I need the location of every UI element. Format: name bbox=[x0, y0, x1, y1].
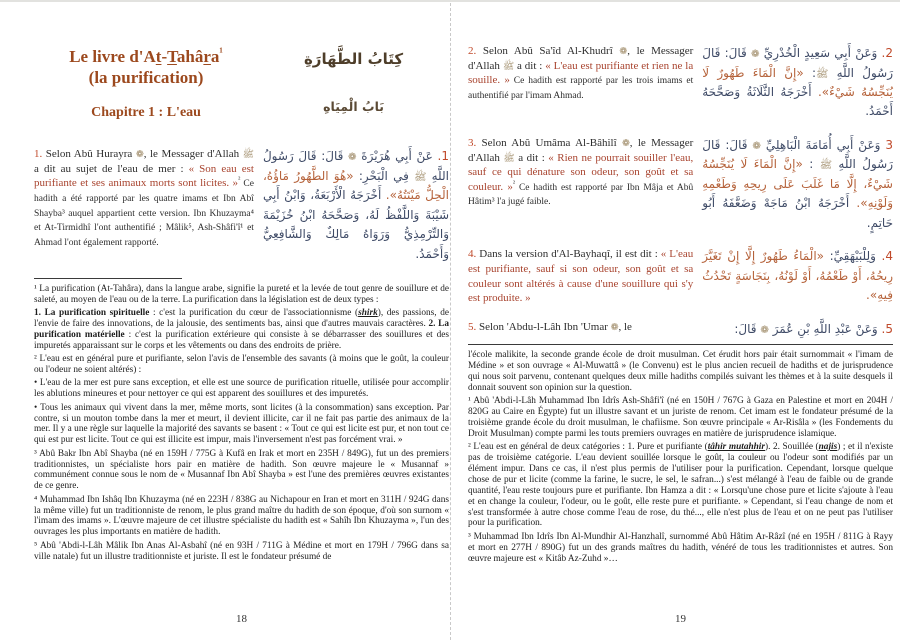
footnote bbox=[34, 449, 449, 493]
text-run: 3. bbox=[468, 136, 477, 149]
text-run: ﷺ bbox=[816, 68, 829, 80]
text-run: ³ Abû Bakr Ibn Abî Shayba (né en 159H / 775G à Kufâ en Irak et mort en 235H / 849G), fut un des premiers traditionnistes, un spécialiste hors pair en matière de hadith. Son œuvre majeure le « Musannaf » communément connue sous le nom de « Musannaf Ibn Abî Shayba » est l'une des premières œuvres existantes de ce genre. bbox=[34, 448, 449, 492]
text-run: Dans la version d'Al-Bayhaqî, il est dit : bbox=[476, 248, 661, 261]
text-run: « Son eau est purifiante et ses animaux morts sont licites. » bbox=[34, 162, 254, 190]
hadith-2-french bbox=[468, 44, 693, 122]
text-run: 3 bbox=[885, 137, 893, 152]
footnotes-left bbox=[34, 284, 449, 563]
text-run: tâhir mutahhir bbox=[707, 442, 766, 453]
text-run: ² bbox=[512, 178, 516, 188]
text-run: ahâ bbox=[176, 47, 204, 66]
text-run: ﷺ bbox=[242, 150, 254, 161]
text-run: • L'eau de la mer est pure sans exception, et elle est une source de purification rituelle, utilisée pour accomplir les ablutions mineures et pour nettoyer ce qui est apparent des souillures et des impuretés. bbox=[34, 378, 449, 400]
text-run: Selon Abû Hurayra bbox=[42, 148, 136, 161]
text-run: ¹ Abû 'Abdi-l-Lâh Muhammad Ibn Idrîs Ash-Shâfi'î (né en 150H / 767G à Gaza en Palestine et mort en 204H / 820G au Caire en Égypte) fut un illustre savant et un juriste de renom. Cet imam est le fondateur présumé de la troisième grande école du droit musulman, le chafiisme. Son œuvre principale « Ar-Risâla » (les Fondements du Droit Musulman) compte parmi les touts premiers ouvrages en matière de jurisprudence islamique. bbox=[468, 396, 893, 439]
text-run: ❁ bbox=[751, 49, 760, 60]
text-run: ❁ bbox=[610, 322, 619, 333]
text-run: ❁ bbox=[135, 150, 144, 161]
text-run: : bbox=[803, 65, 816, 80]
text-run: ² L'eau est en général de deux catégories : 1. Pure et purifiante ( bbox=[468, 442, 708, 453]
text-run: , le Messager d'Allah bbox=[468, 136, 694, 164]
text-run: t bbox=[155, 47, 162, 66]
text-run: Selon Abû Sa'îd Al-Khudrî bbox=[476, 45, 620, 57]
hadith-5-arabic bbox=[702, 320, 893, 340]
text-run: عَنْ أَبِي هُرَيْرَةَ bbox=[356, 149, 438, 164]
text-run: ﷺ bbox=[414, 171, 427, 183]
text-run: shirk bbox=[358, 308, 378, 319]
text-run: ❁ bbox=[752, 140, 761, 152]
text-run: ) ; et il n'existe pas de troisième catégorie. L'eau devient souillée lorsque le goût, la couleur ou l'odeur sont modifiés par un élément impur. Dans ce cas, il n'est plus permis de l'utiliser pour la purification. Cependant, lorsque quelque chose de pur et licite (comme la farine, le sucre, le sel, le safran...) s'est mélangé à l'eau de faible ou de grande quantité, l'eau reste toujours pure et purifiante. Ibn Hamza a dit : « Lorsqu'une chose pure et licite s'ajoute à l'eau et en change la couleur, l'odeur, ou le goût, elle reste pure et purifiante. » Cependant, si l'eau change de nom et s'est transformée à autre chose comme l'eau de rose, du thé..., elle n'est plus de l'eau et on ne peut pas l'utiliser pour la purification. bbox=[468, 442, 893, 529]
text-run: a dit : bbox=[514, 59, 546, 72]
text-run: قَالَ: قَالَ رَسُولُ اللَّهِ bbox=[262, 149, 450, 183]
text-run: وَعَنْ عَبْدِ اللَّهِ بْنِ عُمَرَ bbox=[768, 321, 882, 336]
text-run: najis bbox=[818, 442, 838, 453]
text-run: 4. bbox=[468, 248, 477, 261]
text-run: l'école malikite, la seconde grande école de droit musulman. Cet érudit hors pair était surnommait « l'imam de Médine » et son ouvrage « Al-Muwattâ » (le Convenu) est le plus ancien recueil de hadiths et de jurisprudence qui nous soit parvenu, contenant quelques deux mille hadiths compilés suivant les thèmes et à la suite desquels il donnait souvent son opinion sur la question. bbox=[468, 350, 893, 393]
hadith-1 bbox=[34, 147, 449, 264]
page-right bbox=[451, 0, 900, 640]
text-run: ❁ bbox=[348, 152, 357, 164]
text-run: ), des passions, de l'envie de faire des innovations, de la jalousie, des sentiments bas, ainsi que d'autres mauvais caractères. bbox=[34, 308, 449, 330]
book-title-arabic: كِتَابُ الطَّهَارَةِ bbox=[303, 50, 404, 68]
text-run: Selon Abû Umâma Al-Bâhilî bbox=[476, 136, 622, 149]
footnote bbox=[34, 541, 449, 563]
footnote bbox=[34, 284, 449, 306]
text-run: 1. La purification spirituelle bbox=[34, 308, 150, 319]
footnote bbox=[468, 396, 893, 440]
text-run: : c'est la purification extérieure qui consiste à se débarrasser des souillures et des impuretés apparaissant sur le corps et les vêtements ou dans des endroits de prière. bbox=[34, 329, 449, 351]
text-run: 5. bbox=[881, 321, 893, 336]
text-run: 1. bbox=[437, 149, 449, 164]
text-run: ⁴ Muhammad Ibn Ishâq Ibn Khuzayma (né en 223H / 838G au Nichapour en Iran et mort en 311H / 924G dans la même ville) fut un traditionniste de renom, le plus grand maître du hadith de son époque, d'où son surnom « l'imam des imams ». L'œuvre majeure de cet illustre spécialiste du hadith est « Sahîh Ibn Khuzayma », l'un des ouvrages les plus importants en matière de hadith. bbox=[34, 494, 449, 538]
text-run: « L'eau est purifiante, sauf si son odeur, son goût et sa couleur sont altérés à cause d'une souillure qui s'y est produite. » bbox=[468, 248, 694, 305]
chapter-title-arabic: بَابُ الْمِيَاهِ bbox=[323, 99, 384, 114]
book-title-line2: (la purification) bbox=[88, 68, 204, 88]
footnote bbox=[34, 495, 449, 539]
text-run: ¹ bbox=[219, 45, 223, 59]
header-arabic-column bbox=[258, 46, 449, 121]
hadith-2 bbox=[468, 44, 893, 122]
footnote bbox=[468, 532, 893, 565]
text-run: ❁ bbox=[619, 47, 628, 57]
text-run: «هُوَ الطَّهُورُ مَاؤُهُ، الْحِلُّ مَيْتَتُهُ». bbox=[262, 168, 449, 203]
hadith-3-arabic bbox=[702, 136, 893, 233]
text-run: Selon 'Abdu-l-Lâh Ibn 'Umar bbox=[476, 320, 611, 333]
text-run: 4. bbox=[881, 249, 893, 264]
text-run: Le livre d'A bbox=[69, 47, 156, 66]
text-run: وَلِلْبَيْهَقِيِّ: bbox=[824, 249, 882, 264]
text-run: ¹ La purification (At-Tahâra), dans la langue arabe, signifie la pureté et la levée de tout genre de souillure et de saleté, au moyen de l'eau ou de la terre. La purification dans la législation est de deux types : bbox=[34, 283, 449, 305]
left-page-header bbox=[34, 46, 449, 121]
chapter-title-french: Chapitre 1 : L'eau bbox=[91, 105, 201, 121]
text-run: , le bbox=[618, 320, 632, 333]
text-run: , le Messager d'Allah bbox=[468, 45, 694, 72]
text-run: a dit au sujet de l'eau de mer : bbox=[34, 162, 189, 175]
footnote bbox=[34, 378, 449, 400]
footnote-continuation bbox=[468, 350, 893, 394]
text-run: قَالَ: bbox=[734, 321, 761, 336]
text-run: ﷺ bbox=[819, 160, 833, 172]
text-run: T bbox=[167, 47, 177, 66]
footnote-divider-left bbox=[34, 278, 182, 279]
page-number-right: 19 bbox=[675, 613, 686, 625]
text-run: r bbox=[203, 47, 211, 66]
text-run: - bbox=[161, 47, 168, 66]
text-run: فِي الْبَحْرِ: bbox=[353, 168, 415, 183]
text-run: «إِنَّ الْمَاءَ طَهُورٌ لَا يُنَجِّسُهُ شَيْءٌ». bbox=[702, 65, 894, 100]
hadith-4 bbox=[468, 247, 893, 306]
hadith-3 bbox=[468, 136, 893, 233]
text-run: قَالَ: قَالَ رَسُولُ اللَّهِ bbox=[702, 137, 893, 172]
footnote bbox=[468, 442, 893, 529]
hadith-4-arabic bbox=[702, 247, 893, 306]
text-run: « L'eau est purifiante et rien ne la souille. » bbox=[468, 59, 694, 87]
text-run: ❁ bbox=[760, 324, 769, 336]
text-run: a bbox=[210, 47, 220, 66]
text-run: وَعَنْ أَبِي أُمَامَةَ الْبَاهِلِيِّ bbox=[760, 137, 886, 152]
text-run: ³ Muhammad Ibn Idrîs Ibn Al-Mundhir Al-Hanzhalî, surnommé Abû Hâtim Ar-Râzî (né en 195H / 811G à Rayy et mort en 277H / 890G) fut un des grands maîtres du hadith, vénéré de tous les traditionnistes et autres. Son œuvre majeure est « Kitâb Az-Zuhd »… bbox=[468, 531, 893, 564]
text-run: 2. La purification matérielle bbox=[34, 319, 449, 340]
footnote bbox=[34, 354, 449, 376]
text-run: , le Messager d'Allah bbox=[143, 148, 243, 161]
text-run: قَالَ: قَالَ رَسُولُ اللَّهِ bbox=[702, 46, 894, 80]
hadith-4-french bbox=[468, 247, 693, 306]
text-run: ² L'eau est en général pure et purifiante, selon l'avis de l'ensemble des savants (à moins que le goût, la couleur ou l'odeur ne soient altérés) : bbox=[34, 354, 449, 376]
text-run: أَخْرَجَهُ الثَّلَاثَةُ وَصَحَّحَهُ أَحْمَدُ. bbox=[702, 85, 893, 119]
text-run: «إِنَّ الْمَاءَ لَا يُنَجِّسُهُ شَيْءٌ، إِلَّا مَا غَلَبَ عَلَى رِيحِهِ وَطَعْمِهِ وَلَوْنِهِ». bbox=[702, 157, 893, 211]
text-run: ² bbox=[238, 174, 241, 184]
text-run: ❁ bbox=[621, 138, 630, 149]
page-number-left: 18 bbox=[236, 613, 247, 625]
text-run: : c'est la purification du cœur de l'associationnisme ( bbox=[149, 308, 359, 319]
footnote bbox=[34, 308, 449, 352]
text-run: ⁵ Abû 'Abdi-l-Lâh Mâlik Ibn Anas Al-Asbahî (né en 93H / 711G à Médine et mort en 179H / 796G dans sa ville natale) fut un illustre traditionniste et juriste. Il est le fondateur présumé de bbox=[34, 540, 449, 562]
text-run: 2. bbox=[881, 46, 893, 60]
text-run: • Tous les animaux qui vivent dans la mer, même morts, sont licites (à la consommation) sans exception. Par contre, si un mouton tombe dans la mer et meurt, il devient illicite, car il ne fait pas partie des animaux de la mer. Il y a une règle sur laquelle la majorité des savants se basent : « Tout ce qui est licite est pur, et non tout ce qui est pur est licite. Tout ce qui est illicite est impur, mais l'inversement n'est pas forcément vrai. » bbox=[34, 402, 449, 446]
book-title-line1 bbox=[34, 46, 258, 67]
footnote bbox=[34, 403, 449, 447]
text-run: Ce hadith est rapporté par les trois imams et authentifié par l'imam Ahmad. bbox=[468, 76, 694, 101]
text-run: ﷺ bbox=[502, 61, 515, 72]
text-run: أَخْرَجَهُ ابْنُ مَاجَهْ وَضَعَّفَهُ أَبُو حَاتِمٍ. bbox=[702, 196, 893, 230]
footnotes-right bbox=[468, 350, 893, 564]
text-run: 1. bbox=[34, 148, 43, 161]
hadith-3-french bbox=[468, 136, 693, 233]
hadith-1-french bbox=[34, 147, 254, 264]
header-french-column bbox=[34, 46, 258, 121]
text-run: Ce hadith a été rapporté par les quatre imams et Ibn Abî Shayba³ auquel appartient cette version. Ibn Khuzayma⁴ et At-Tirmidhî l'ont authentifié ; Mâlik⁵, Ash-Shâfi'î¹ et Ahmad l'ont également rapporté. bbox=[34, 179, 254, 248]
hadith-5-french bbox=[468, 320, 693, 340]
text-run: « Rien ne pourrait souiller l'eau, sauf ce qui dénature son odeur, son goût et sa couleur. » bbox=[468, 151, 694, 193]
text-run: 2. bbox=[468, 45, 477, 57]
text-run: وَعَنْ أَبِي سَعِيدٍ الْخُدْرِيِّ bbox=[759, 46, 882, 60]
text-run: ). 2. Souillée ( bbox=[765, 442, 819, 453]
text-run: a dit : bbox=[514, 151, 549, 164]
text-run: Ce hadith est rapporté par Ibn Mâja et Abû Hâtim³ l'a jugé faible. bbox=[468, 182, 694, 208]
footnote-divider-right bbox=[468, 344, 893, 345]
hadith-1-arabic bbox=[263, 147, 449, 264]
text-run: : bbox=[802, 157, 820, 172]
hadith-2-arabic bbox=[702, 44, 893, 122]
book-title-french bbox=[34, 46, 258, 88]
hadith-5 bbox=[468, 320, 893, 340]
text-run: «الْمَاءُ طَهُورٌ إِلَّا إِنْ تَغَيَّرَ رِيحُهُ، أَوْ طَعْمُهُ، أَوْ لَوْنُهُ، بِنَجَاسَةٍ تَحْدُثُ فِيهِ». bbox=[702, 249, 893, 303]
text-run: أَخْرَجَهُ الْأَرْبَعَةُ، وَابْنُ أَبِي شَيْبَةَ وَاللَّفْظُ لَهُ، وَصَحَّحَهُ ابْنُ خُزَيْمَةَ وَالتِّرْمِذِيُّ وَرَوَاهُ مَالِكٌ وَالشَّافِعِيُّ وَأَحْمَدُ. bbox=[262, 188, 449, 261]
text-run: ﷺ bbox=[503, 153, 515, 164]
text-run: 5. bbox=[468, 320, 477, 333]
